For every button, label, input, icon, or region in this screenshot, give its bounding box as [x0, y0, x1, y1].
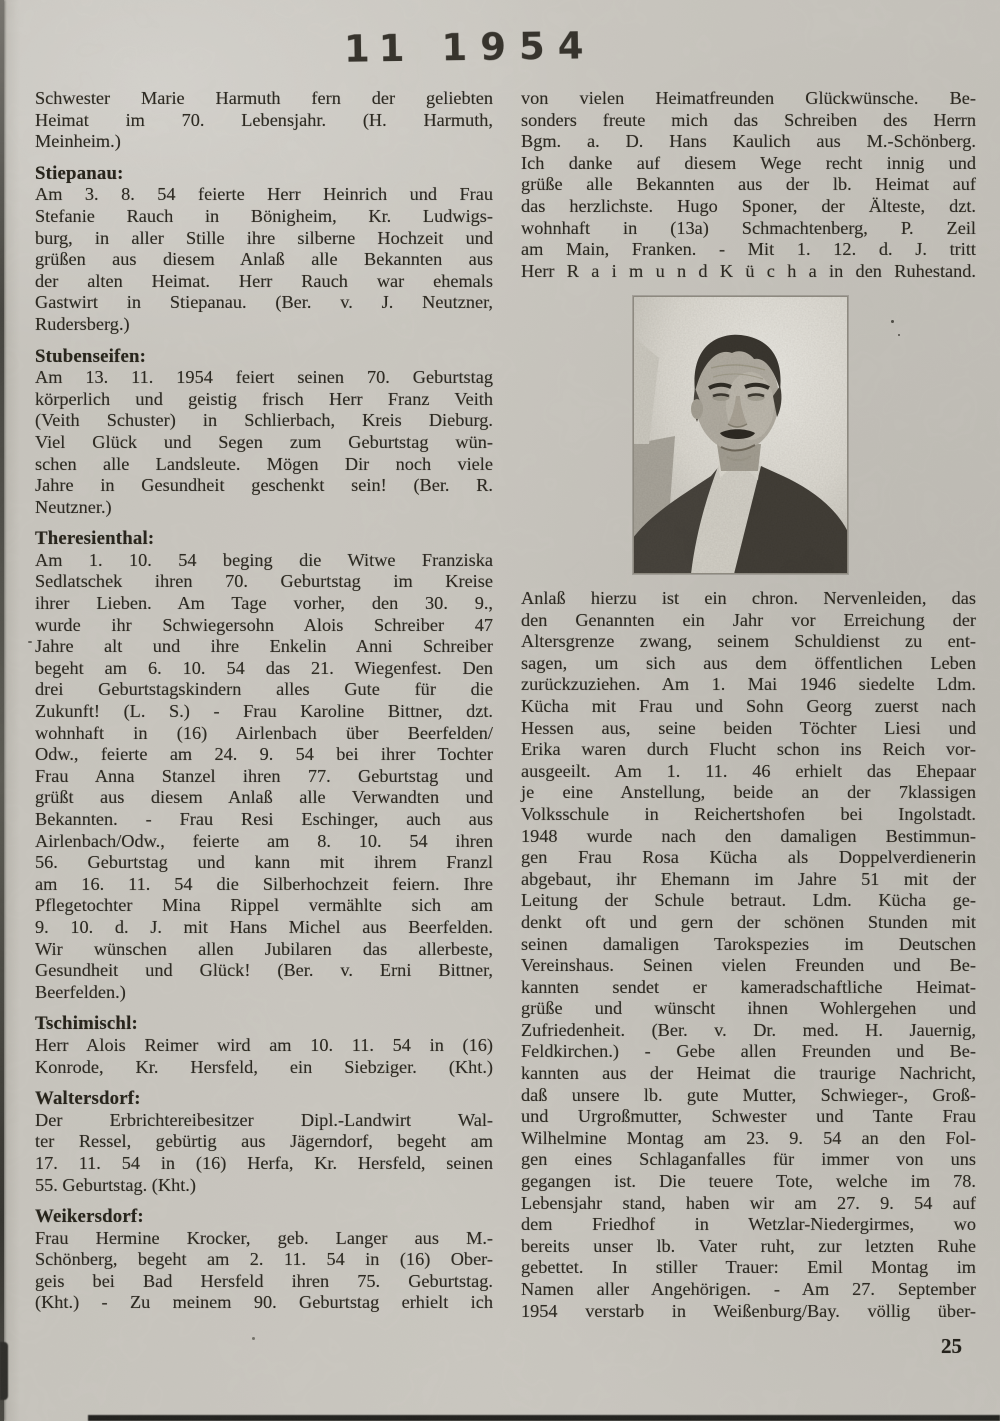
text-line: daß unsere lb. gute Mutter, Schwieger-, Groß- [521, 1084, 976, 1105]
text-line: Schönberg, begeht am 2. 11. 54 in (16) Ober- [35, 1249, 493, 1270]
text-line: Wilhelmine Montag am 23. 9. 54 an den Fol- [521, 1127, 976, 1148]
text-line: 1954 verstarb in Weißenburg/Bay. völlig über- [521, 1300, 976, 1321]
section-heading: Tschimischl: [35, 1013, 138, 1035]
text-line: wurde ihr Schwiegersohn Alois Schreiber 47 [35, 614, 493, 635]
text-line: Pflegetochter Mina Rippel vermählte sich am [35, 895, 493, 916]
text-line: zurückzuziehen. Am 1. Mai 1946 siedelte Ldm. [521, 674, 976, 695]
text-line: Odw., feierte am 24. 9. 54 bei ihrer Tochter [35, 744, 493, 765]
text-line: seinen damaligen Tarokspezies im Deutschen [521, 933, 976, 954]
text-line: sagen, um sich aus dem öffentlichen Leben [521, 652, 976, 673]
portrait-photo [633, 296, 848, 574]
text-line: ter Ressel, gebürtig aus Jägerndorf, begeht am [35, 1131, 493, 1152]
section-heading: Stubenseifen: [35, 345, 147, 367]
text-line: Schwester Marie Harmuth fern der geliebten [35, 88, 493, 108]
text-line: Stefanie Rauch in Bönigheim, Kr. Ludwigs- [35, 205, 493, 226]
text-line: kannten sendet er kameradschaftliche Heimat- [521, 976, 976, 997]
text-line: Volksschule in Reichertshofen bei Ingolstadt. [521, 803, 976, 824]
text-line: gen eines Schlaganfalles für immer von uns [521, 1149, 976, 1170]
text-line: Jahre in Gesundheit geschenkt sein! (Ber. R. [35, 475, 493, 496]
scan-edge-bottom [88, 1415, 1000, 1421]
text-line: Erika waren durch Flucht schon ins Reich vor- [521, 739, 976, 760]
scan-edge-blob [0, 1342, 8, 1400]
text-line: der alten Heimat. Herr Rauch war ehemals [35, 270, 493, 291]
right-column-top [521, 88, 976, 282]
text-line: 9. 10. d. J. mit Hans Michel aus Beerfelden. [35, 916, 493, 937]
section-heading: Stiepanau: [35, 162, 124, 184]
text-line: Kücha mit Frau und Sohn Georg zuerst nach [521, 695, 976, 716]
scan-speck [28, 641, 32, 643]
text-line: Feldkirchen.) - Gebe allen Freunden und Be- [521, 1041, 976, 1062]
text-line: gebettet. In stiller Trauer: Emil Montag im [521, 1257, 976, 1278]
text-line: Herr Alois Reimer wird am 10. 11. 54 in (16) [35, 1034, 493, 1055]
text-line: grüßt aus diesem Anlaß alle Verwandten und [35, 787, 493, 808]
text-line: 1948 wurde nach den damaligen Bestimmun- [521, 825, 976, 846]
text-line: Frau Hermine Krocker, geb. Langer aus M.- [35, 1227, 493, 1248]
text-line: am Main, Franken. - Mit 1. 12. d. J. tritt [521, 239, 976, 260]
text-line: kannten aus der Heimat die traurige Nachricht, [521, 1063, 976, 1084]
text-line: und Urgroßmutter, Schwester und Tante Frau [521, 1106, 976, 1127]
text-line: 17. 11. 54 in (16) Herfa, Kr. Hersfeld, seinen [35, 1152, 493, 1173]
text-line: Beerfelden.) [35, 981, 126, 1002]
text-line: Wir wünschen allen Jubilaren das allerbeste, [35, 938, 493, 959]
left-column [35, 88, 493, 1314]
text-line: Airlenbach/Odw., feierte am 8. 10. 54 ihren [35, 830, 493, 851]
text-line: gen Frau Rosa Kücha als Doppelverdienerin [521, 847, 976, 868]
text-line: Ich danke auf diesem Wege recht innig und [521, 152, 976, 173]
text-line: schen alle Landsleute. Mögen Dir noch viele [35, 453, 493, 474]
right-column-bottom [521, 588, 976, 1322]
stamp-issue-number: 11 [343, 26, 414, 71]
text-line: (Veith Schuster) in Schlierbach, Kreis Dieburg. [35, 410, 493, 431]
text-line: Neutzner.) [35, 496, 112, 517]
text-line: dem Friedhof in Wetzlar-Niedergirmes, wo [521, 1214, 976, 1235]
text-line: Viel Glück und Segen zum Geburtstag wün- [35, 431, 493, 452]
text-line: 56. Geburtstag und kann mit ihrem Franzl [35, 852, 493, 873]
text-line: Leitung der Schule betraut. Ldm. Kücha ge- [521, 890, 976, 911]
text-line: wohnhaft in (13a) Schmachtenberg, P. Zeil [521, 217, 976, 238]
text-line: Altersgrenze zwang, seinem Schuldienst zu ent- [521, 631, 976, 652]
scan-edge-left [0, 0, 4, 1421]
text-line: grüße alle Bekannten aus der lb. Heimat auf [521, 174, 976, 195]
text-line: Meinheim.) [35, 131, 121, 152]
text-line: Am 1. 10. 54 beging die Witwe Franziska [35, 549, 493, 570]
text-line: 55. Geburtstag. (Kht.) [35, 1174, 196, 1195]
text-line: Der Erbrichtereibesitzer Dipl.-Landwirt Wal- [35, 1109, 493, 1130]
text-line: körperlich und geistig frisch Herr Franz Veith [35, 388, 493, 409]
page-number: 25 [941, 1334, 962, 1358]
date-stamp [344, 24, 597, 71]
text-line: Konrode, Kr. Hersfeld, ein Siebziger. (Kht.) [35, 1056, 493, 1077]
text-line: Jahre alt und ihre Enkelin Anni Schreiber [35, 636, 493, 657]
text-line: am 16. 11. 54 die Silberhochzeit feiern. Ihre [35, 873, 493, 894]
text-line: ihrer Lieben. Am Tage vorher, den 30. 9., [35, 593, 493, 614]
text-line: Namen aller Angehörigen. - Am 27. September [521, 1279, 976, 1299]
text-line: Bgm. a. D. Hans Kaulich aus M.-Schönberg. [521, 131, 976, 152]
text-line: gegangen ist. Die teuere Tote, welche im 78. [521, 1171, 976, 1192]
text-line: Heimat im 70. Lebensjahr. (H. Harmuth, [35, 109, 493, 130]
stamp-year: 1954 [441, 24, 597, 70]
text-line: Am 13. 11. 1954 feiert seinen 70. Geburtstag [35, 367, 493, 388]
text-line: Lebensjahr stand, haben wir am 27. 9. 54 auf [521, 1192, 976, 1213]
section-heading: Waltersdorf: [35, 1088, 141, 1110]
scan-speck [898, 334, 900, 336]
text-line: Zukunft! (L. S.) - Frau Karoline Bittner, dzt. [35, 701, 493, 722]
text-line: den Genannten ein Jahr vor Erreichung der [521, 609, 976, 630]
text-line: Hessen aus, seine beiden Töchter Liesi und [521, 717, 976, 738]
text-line: Sedlatschek ihren 70. Geburtstag im Kreise [35, 571, 493, 592]
text-line: Anlaß hierzu ist ein chron. Nervenleiden, das [521, 588, 976, 608]
text-line: Bekannten. - Frau Resi Eschinger, auch aus [35, 809, 493, 829]
text-line: drei Geburtstagskindern alles Gute für die [35, 679, 493, 700]
section-heading: Weikersdorf: [35, 1206, 144, 1228]
text-line: von vielen Heimatfreunden Glückwünsche. Be- [521, 88, 976, 108]
text-line: grüße und wünscht ihnen Wohlergehen und [521, 998, 976, 1019]
scan-speck [891, 320, 894, 323]
text-line: das herzlichste. Hugo Sponer, der Älteste, dzt. [521, 195, 976, 216]
text-line: je eine Anstellung, beide an der 7klassigen [521, 782, 976, 803]
text-line: Frau Anna Stanzel ihren 77. Geburtstag und [35, 765, 493, 786]
text-line: sonders freute mich das Schreiben des Herrn [521, 109, 976, 130]
text-line: abgebaut, ihr Ehemann im Jahre 51 mit der [521, 868, 976, 889]
text-line: bereits unser lb. Vater ruht, zur letzten Ruhe [521, 1235, 976, 1256]
text-line: Gesundheit und Glück! (Ber. v. Erni Bittner, [35, 960, 493, 981]
section-heading: Theresienthal: [35, 528, 155, 550]
text-line: grüßen aus diesem Anlaß alle Bekannten aus [35, 249, 493, 270]
text-line: begeht am 6. 10. 54 das 21. Wiegenfest. Den [35, 657, 493, 678]
text-line: Zufriedenheit. (Ber. v. Dr. med. H. Jauernig, [521, 1019, 976, 1040]
text-line: Vereinshaus. Seinen vielen Freunden und Be- [521, 955, 976, 976]
text-line: denkt oft und gern der schönen Stunden mit [521, 911, 976, 932]
text-line: (Kht.) - Zu meinem 90. Geburtstag erhielt ich [35, 1292, 493, 1313]
text-line: burg, in aller Stille ihre silberne Hochzeit und [35, 227, 493, 248]
text-line: ausgeeilt. Am 1. 11. 46 erhielt das Ehepaar [521, 760, 976, 781]
text-line: Am 3. 8. 54 feierte Herr Heinrich und Frau [35, 184, 493, 205]
text-line: Herr R a i m u n d K ü c h a in den Ruhestand. [521, 260, 976, 281]
text-line: geis bei Bad Hersfeld ihren 75. Geburtstag. [35, 1270, 493, 1291]
text-line: Rudersberg.) [35, 313, 130, 334]
text-line: Gastwirt in Stiepanau. (Ber. v. J. Neutzner, [35, 292, 493, 313]
scan-speck [252, 1337, 255, 1340]
text-line: wohnhaft in (16) Airlenbach über Beerfelden/ [35, 722, 493, 743]
